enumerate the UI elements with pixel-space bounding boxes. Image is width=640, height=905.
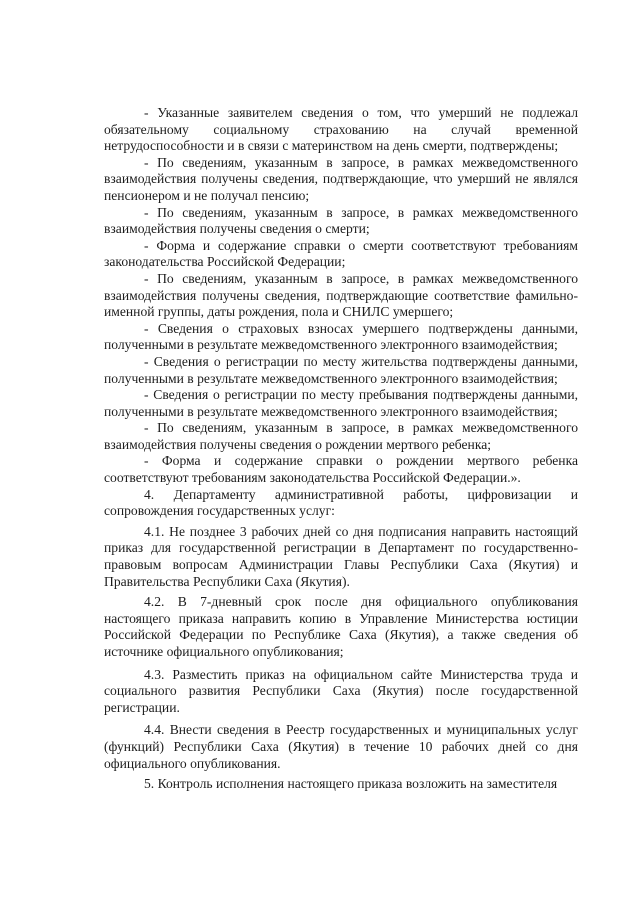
paragraph-not-insured: - Указанные заявителем сведения о том, что умерший не подлежал обязательному социальному страхованию на случай временной нетрудоспособности и в связи с материнством на день смерти, подтверждены;: [104, 105, 578, 154]
paragraph-stillbirth-info: - По сведениям, указанным в запросе, в рамках межведомственного взаимодействия получены сведения о рождении мертвого ребенка;: [104, 420, 578, 452]
paragraph-item-4-2: 4.2. В 7-дневный срок после дня официального опубликования настоящего приказа направить копию в Управление Министерства юстиции Российской Федерации по Республике Саха (Якутия), а также сведения об источнике официального опубликования;: [104, 594, 578, 659]
paragraph-stay-registration: - Сведения о регистрации по месту пребывания подтверждены данными, полученными в результате межведомственного электронного взаимодействия;: [104, 387, 578, 419]
paragraph-identity-match: - По сведениям, указанным в запросе, в рамках межведомственного взаимодействия получены сведения, подтверждающие соответствие фамильно- именной группы, даты рождения, пола и СНИЛС умершего;: [104, 270, 578, 320]
paragraph-death-certificate: - Форма и содержание справки о смерти соответствуют требованиям законодательства Российской Федерации;: [104, 237, 578, 270]
paragraph-insurance-contributions: - Сведения о страховых взносах умершего подтверждены данными, полученными в результате межведомственного электронного взаимодействия;: [104, 320, 578, 353]
paragraph-death-info: - По сведениям, указанным в запросе, в рамках межведомственного взаимодействия получены сведения о смерти;: [104, 204, 578, 237]
paragraph-item-4-1: 4.1. Не позднее 3 рабочих дней со дня подписания направить настоящий приказ для государственной регистрации в Департамент по государственно-правовым вопросам Администрации Главы Республики Саха (Якутия) и Правительства Республики Саха (Якутия).: [104, 523, 578, 589]
paragraph-item-4: 4. Департаменту административной работы, цифровизации и сопровождения государственных услуг:: [104, 486, 578, 519]
paragraph-item-4-3: 4.3. Разместить приказ на официальном сайте Министерства труда и социального развития Республики Саха (Якутия) после государственной регистрации.: [104, 666, 578, 715]
paragraph-item-5: 5. Контроль исполнения настоящего приказа возложить на заместителя: [144, 776, 558, 792]
paragraph-stillbirth-certificate: - Форма и содержание справки о рождении мертвого ребенка соответствуют требованиям законодательства Российской Федерации.».: [104, 453, 578, 486]
paragraph-not-pensioner: - По сведениям, указанным в запросе, в рамках межведомственного взаимодействия получены сведения, подтверждающие, что умерший не являлся пенсионером и не получал пенсию;: [104, 154, 578, 203]
paragraph-residence-registration: - Сведения о регистрации по месту жительства подтверждены данными, полученными в результате межведомственного электронного взаимодействия;: [104, 353, 578, 386]
paragraph-item-4-4: 4.4. Внести сведения в Реестр государственных и муниципальных услуг (функций) Республики Саха (Якутия) в течение 10 рабочих дней со дня официального опубликования.: [104, 722, 578, 771]
